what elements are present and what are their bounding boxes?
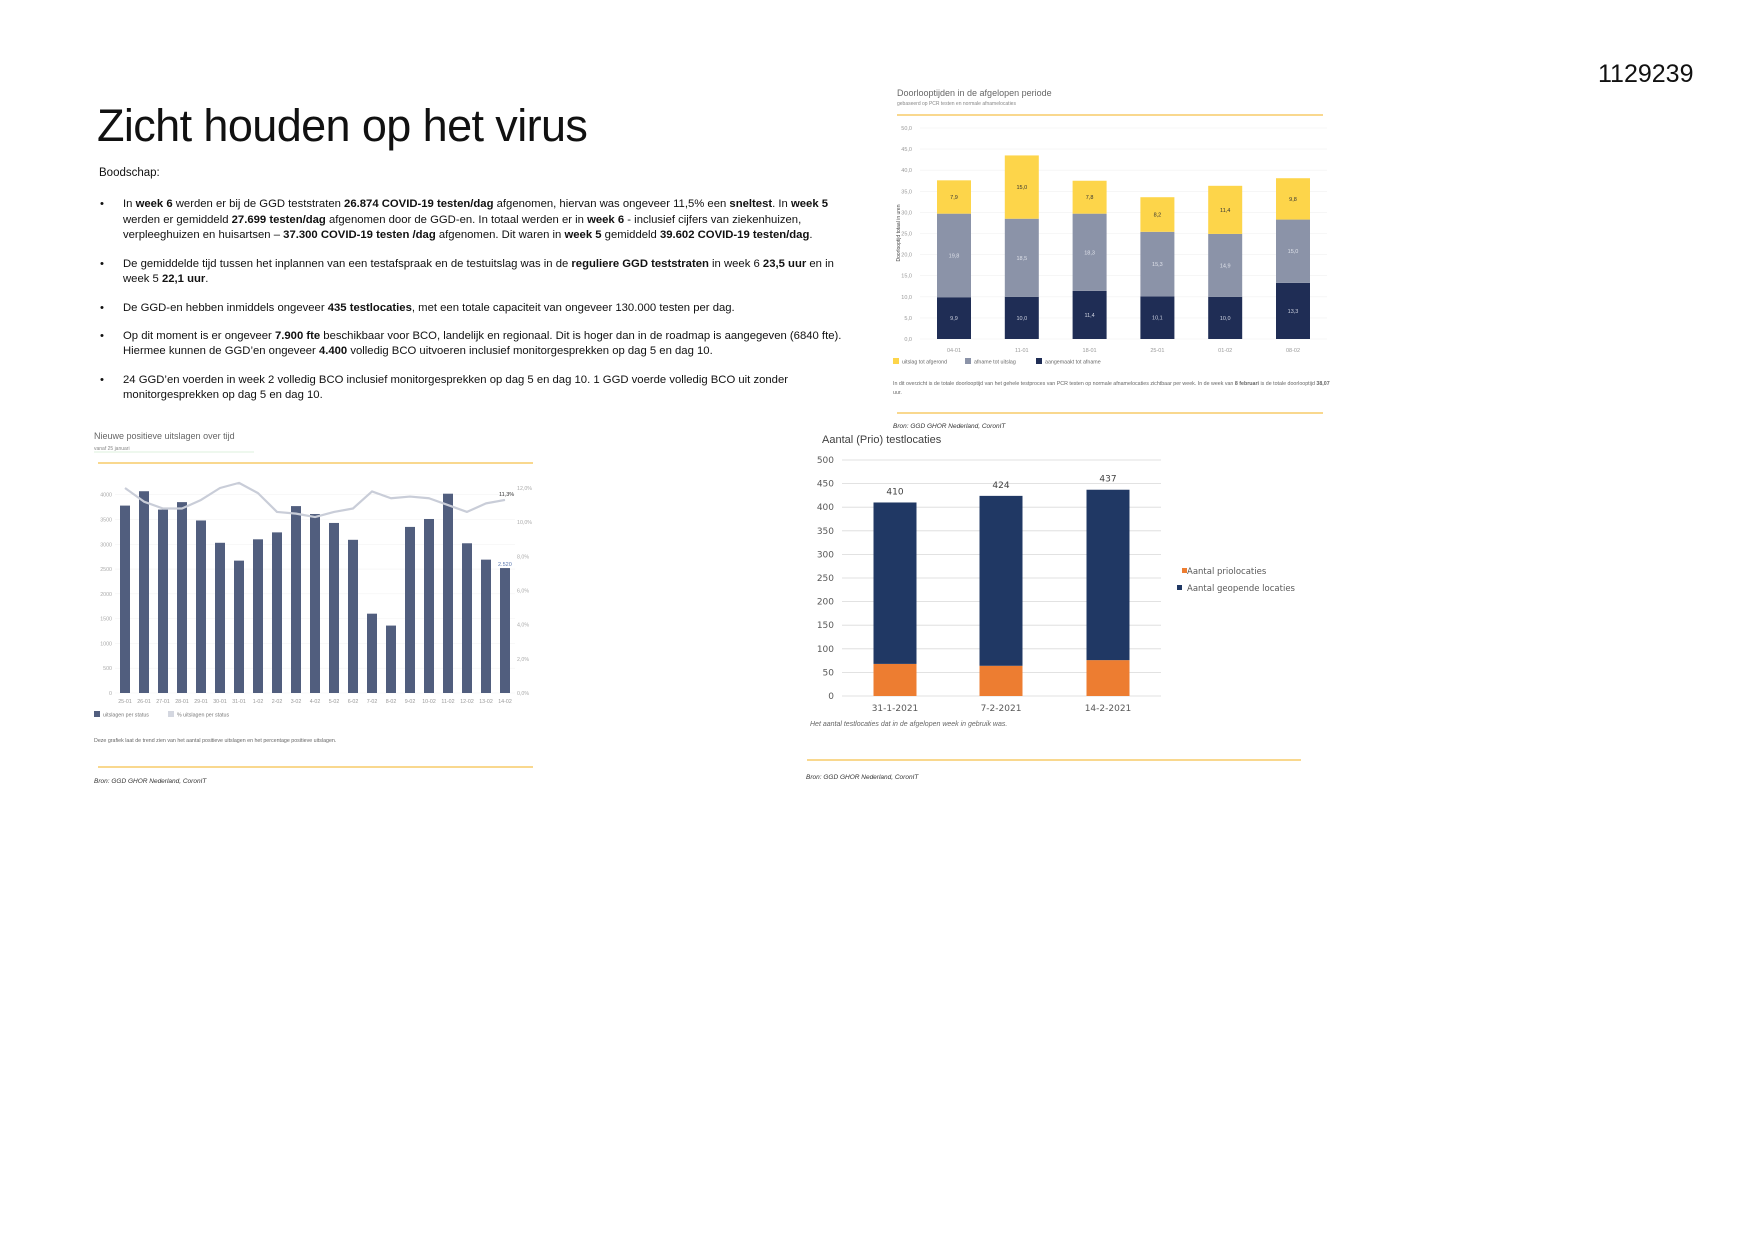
text: werden er gemiddeld	[123, 213, 232, 226]
data-label: 7,8	[1085, 195, 1094, 202]
chart-testlocaties-title: Aantal (Prio) testlocaties	[822, 434, 942, 446]
y2-tick-label: 4,0%	[517, 622, 530, 629]
y2-tick-label: 10,0%	[517, 520, 533, 527]
bold-text: 22,1 uur	[161, 273, 206, 286]
total-label: 424	[992, 480, 1010, 491]
y-tick-label: 50	[822, 668, 834, 679]
x-tick-label: 5-02	[328, 699, 340, 705]
bullet-icon: •	[100, 329, 104, 342]
bullet-icon: •	[100, 257, 104, 270]
y-tick-label: 40,0	[901, 168, 912, 175]
y-tick-label: 1500	[100, 616, 112, 623]
legend-swatch	[1036, 358, 1042, 364]
y2-tick-label: 12,0%	[517, 486, 533, 492]
bar-segment-aantal-geopende-locaties	[980, 496, 1023, 666]
legend-swatch	[94, 711, 100, 717]
data-label: 9,8	[1289, 196, 1297, 203]
bar	[177, 502, 187, 693]
x-tick-label: 01-02	[1218, 348, 1233, 354]
bar	[329, 523, 339, 693]
text: en in week 5	[123, 257, 834, 286]
x-tick-label: 12-02	[460, 699, 474, 705]
bar-segment-aantal-priolocaties	[980, 666, 1023, 696]
x-tick-label: 7-02	[366, 699, 378, 705]
data-label: 18,3	[1084, 250, 1095, 257]
bar	[196, 520, 206, 693]
text: in week 6	[708, 257, 763, 270]
data-label: 19,8	[948, 253, 960, 260]
y-tick-label: 4000	[100, 492, 112, 499]
y-tick-label: 35,0	[901, 189, 912, 196]
y-tick-label: 3000	[100, 542, 112, 549]
y-tick-label: 100	[816, 644, 834, 655]
y-tick-label: 400	[816, 503, 834, 514]
bold-text: week 5	[790, 198, 829, 210]
chart-doorlooptijden-title: Doorlooptijden in de afgelopen periode	[897, 88, 1052, 98]
bar-end-label: 2.520	[498, 562, 512, 568]
x-tick-label: 18-01	[1082, 348, 1097, 354]
x-tick-label: 9-02	[404, 699, 416, 705]
y-axis-title: Doorlooptijd totaal in uren	[896, 204, 902, 262]
y-tick-label: 20,0	[901, 252, 912, 259]
x-tick-label: 4-02	[309, 699, 321, 705]
bar-segment-aantal-geopende-locaties	[874, 502, 917, 663]
chart-positieve-title: Nieuwe positieve uitslagen over tijd	[94, 431, 235, 441]
chart-positieve-note: Deze grafiek laat de trend zien van het aantal positieve uitslagen en het percentage positieve uitslagen.	[94, 738, 337, 744]
x-tick-label: 3-02	[290, 699, 302, 705]
chart-doorlooptijden-subtitle: gebaseerd op PCR testen en normale afnamelocaties	[897, 101, 1016, 107]
boodschap-label: Boodschap:	[99, 167, 160, 179]
bar	[481, 560, 491, 693]
bar	[443, 494, 453, 693]
chart-positieve-source: Bron: GGD GHOR Nederland, CoronIT	[94, 778, 207, 785]
bold-text: 39.602 COVID-19 testen/dag	[659, 229, 810, 242]
y-tick-label: 45,0	[901, 147, 912, 154]
x-tick-label: 30-01	[213, 699, 227, 705]
bar	[424, 519, 434, 693]
text: De GGD-en hebben inmiddels ongeveer	[123, 301, 328, 314]
bold-text: week 5	[564, 229, 602, 242]
text: In	[123, 198, 136, 210]
text: volledig BCO uitvoeren inclusief monitorgesprekken op dag 5 en dag 10.	[347, 345, 713, 358]
bar	[139, 491, 149, 693]
bold-text: 23,5 uur	[762, 257, 807, 270]
legend-label: uitslag tot afgerond	[902, 359, 948, 366]
chart-testlocaties-source: Bron: GGD GHOR Nederland, CoronIT	[806, 774, 919, 781]
legend-label: afname tot uitslag	[974, 359, 1016, 366]
bold-text: 37.300 COVID-19 testen /dag	[283, 229, 436, 242]
legend-swatch	[168, 711, 174, 717]
bar	[386, 626, 396, 693]
x-tick-label: 11-02	[441, 699, 455, 705]
bold-text: 7.900 fte	[274, 329, 321, 342]
data-label: 15,0	[1016, 185, 1028, 192]
y-tick-label: 250	[816, 574, 834, 584]
bar	[120, 506, 130, 693]
y-tick-label: 2500	[100, 567, 112, 574]
data-label: 18,5	[1016, 255, 1028, 262]
y-tick-label: 0,0	[904, 337, 912, 343]
legend-swatch	[965, 358, 971, 364]
bold-text: week 6	[135, 198, 173, 210]
x-tick-label: 27-01	[156, 699, 170, 705]
y2-tick-label: 0,0%	[517, 691, 530, 697]
bullet-icon: •	[100, 198, 104, 210]
x-tick-label: 6-02	[347, 699, 359, 705]
bar	[291, 506, 301, 693]
bold-text: reguliere GGD teststraten	[571, 257, 709, 270]
chart-positieve-subtitle: vanaf 25 januari	[94, 446, 130, 452]
bar	[158, 510, 168, 693]
y-tick-label: 0	[109, 691, 112, 697]
text: werden er bij de GGD teststraten	[172, 198, 345, 210]
text: .	[205, 273, 209, 286]
text: beschikbaar voor BCO, landelijk en regionaal. Dit is hoger dan in de roadmap is aangegeven (6840 fte). Hiermee kunnen de GGD’en ongeveer	[123, 329, 842, 358]
x-tick-label: 31-01	[232, 699, 246, 705]
bold-text: 26.874 COVID-19 testen/dag	[344, 198, 494, 210]
total-label: 410	[886, 487, 904, 498]
data-label: 9,9	[950, 316, 958, 323]
chart-testlocaties-note: Het aantal testlocaties dat in de afgelopen week in gebruik was.	[810, 721, 1008, 728]
bar	[310, 514, 320, 693]
data-label: 10,1	[1152, 315, 1163, 322]
x-tick-label: 25-01	[118, 699, 132, 705]
data-label: 7,9	[950, 194, 958, 201]
note-bold: 8 februari	[1234, 381, 1259, 387]
data-label: 10,0	[1016, 315, 1028, 322]
y-tick-label: 15,0	[901, 273, 912, 280]
legend-swatch	[1177, 585, 1182, 590]
data-label: 11,4	[1084, 312, 1095, 319]
note-text: In dit overzicht is de totale doorlooptijd van het gehele testproces van PCR testen op normale afnamelocaties zichtbaar per week. In de week van	[893, 381, 1235, 387]
y-tick-label: 5,0	[904, 315, 912, 322]
bold-text: 4.400	[318, 345, 348, 358]
y-tick-label: 450	[816, 479, 834, 490]
legend-swatch	[893, 358, 899, 364]
x-tick-label: 14-2-2021	[1084, 704, 1132, 714]
y-tick-label: 30,0	[901, 210, 912, 217]
data-label: 14,9	[1219, 263, 1231, 270]
bullet-icon: •	[100, 301, 104, 314]
text: afgenomen. Dit waren in	[435, 229, 565, 242]
page-title: Zicht houden op het virus	[97, 100, 588, 151]
x-tick-label: 08-02	[1285, 348, 1301, 354]
x-tick-label: 14-02	[498, 699, 512, 705]
x-tick-label: 26-01	[137, 699, 151, 705]
y-tick-label: 50,0	[901, 126, 912, 132]
total-label: 437	[1099, 474, 1117, 485]
note-bold: 38,07	[1316, 381, 1330, 387]
legend-label: uitslagen per status	[103, 712, 149, 719]
x-tick-label: 1-02	[252, 699, 264, 705]
y2-tick-label: 6,0%	[517, 588, 530, 595]
y2-tick-label: 2,0%	[517, 656, 530, 663]
bold-text: 435 testlocaties	[327, 301, 412, 314]
bar	[234, 561, 244, 693]
legend-label: % uitslagen per status	[177, 712, 230, 719]
y-tick-label: 300	[816, 550, 834, 561]
y-tick-label: 200	[816, 597, 834, 608]
x-tick-label: 7-2-2021	[980, 704, 1022, 714]
line-end-label: 11,3%	[499, 492, 515, 498]
data-label: 15,3	[1152, 262, 1163, 269]
y-tick-label: 500	[816, 456, 834, 466]
data-label: 8,2	[1153, 212, 1162, 219]
legend-label: aangemaakt tot afname	[1045, 359, 1101, 366]
y-tick-label: 0	[828, 692, 834, 702]
x-tick-label: 13-02	[479, 699, 493, 705]
bar	[253, 539, 263, 693]
bar-segment-aantal-priolocaties	[1087, 660, 1130, 696]
document-number: 1129239	[1598, 60, 1694, 88]
bar-segment-aantal-geopende-locaties	[1087, 490, 1130, 660]
bar	[215, 543, 225, 693]
text: afgenomen, hiervan was ongeveer 11,5% een	[493, 198, 730, 210]
y-tick-label: 150	[816, 621, 834, 632]
x-tick-label: 29-01	[194, 699, 208, 705]
x-tick-label: 10-02	[422, 699, 436, 705]
y-tick-label: 500	[103, 666, 112, 673]
bold-text: week 6	[587, 213, 625, 226]
legend-label: Aantal geopende locaties	[1187, 584, 1295, 594]
text: , met een totale capaciteit van ongeveer 130.000 testen per dag.	[411, 301, 735, 314]
text: De gemiddelde tijd tussen het inplannen van een testafspraak en de testuitslag was in de	[123, 257, 572, 270]
text: .	[809, 229, 813, 242]
bullet-icon: •	[100, 373, 104, 386]
y-tick-label: 2000	[100, 591, 112, 598]
text: gemiddeld	[601, 229, 660, 242]
y-tick-label: 10,0	[901, 294, 912, 301]
y2-tick-label: 8,0%	[517, 554, 530, 561]
text: - inclusief cijfers van ziekenhuizen, verpleeghuizen en huisartsen –	[123, 213, 802, 242]
bar	[405, 527, 415, 693]
bold-text: sneltest	[729, 198, 773, 210]
note-text: uur.	[893, 390, 902, 396]
x-tick-label: 8-02	[385, 699, 397, 705]
x-tick-label: 28-01	[175, 699, 189, 705]
bold-text: 27.699 testen/dag	[231, 213, 326, 226]
y-tick-label: 350	[816, 526, 834, 537]
bar	[348, 540, 358, 693]
y-tick-label: 1000	[100, 641, 112, 648]
data-label: 13,3	[1287, 308, 1299, 315]
bar	[272, 532, 282, 693]
y-tick-label: 3500	[100, 517, 112, 524]
bar	[500, 568, 510, 693]
data-label: 11,4	[1220, 207, 1231, 214]
x-tick-label: 31-1-2021	[871, 704, 919, 714]
bar	[462, 543, 472, 693]
data-label: 10,0	[1219, 315, 1231, 322]
legend-label: Aantal priolocaties	[1187, 567, 1267, 577]
x-tick-label: 2-02	[271, 699, 283, 705]
text: afgenomen door de GGD-en. In totaal werden er in	[325, 213, 588, 226]
y-tick-label: 25,0	[901, 231, 912, 238]
note-text: is de totale doorlooptijd	[1258, 381, 1317, 387]
chart-doorlooptijden-source: Bron: GGD GHOR Nederland, CoronIT	[893, 423, 1006, 430]
x-tick-label: 04-01	[946, 348, 962, 354]
x-tick-label: 25-01	[1150, 348, 1165, 354]
data-label: 15,0	[1287, 249, 1299, 256]
x-tick-label: 11-01	[1014, 348, 1029, 354]
text: . In	[772, 198, 791, 210]
text: Op dit moment is er ongeveer	[123, 329, 275, 342]
bar	[367, 614, 377, 693]
text: 24 GGD’en voerden in week 2 volledig BCO inclusief monitorgesprekken op dag 5 en dag 10. 1 GGD voerde volledig BCO uit zonder monitorgesprekken op dag 5 en dag 10.	[123, 373, 789, 402]
bar-segment-aantal-priolocaties	[874, 664, 917, 696]
